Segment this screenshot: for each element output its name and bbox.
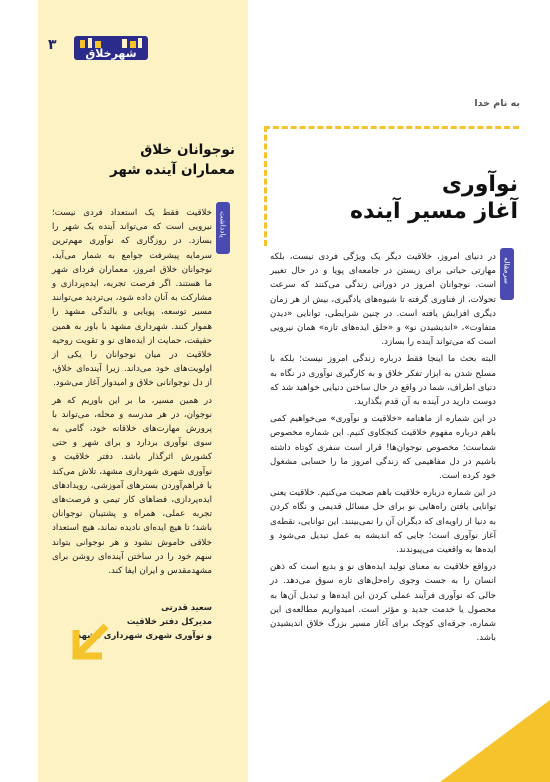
author-role: مدیرکل دفتر خلاقیت bbox=[126, 616, 212, 626]
editorial-title-line2: آغاز مسیر آینده bbox=[350, 199, 518, 224]
editorial-note-title-line2: معماران آینده شهر bbox=[110, 162, 235, 178]
editorial-title-line1: نوآوری bbox=[441, 172, 518, 197]
editorial-note-paragraph: خلاقیت فقط یک استعداد فردی نیست؛ نیرویی است که می‌تواند آینده یک شهر را بسازد. در روزگاری که نوآوری مهم‌ترین سرمایه پیشرفت جوامع به شمار می‌آید، نوجوانان خلاق امروز، معماران فردای شهر ما هستند. اگر فرصت تجربه، ایده‌پردازی و مشارکت به آنان داده شود، بی‌تردید می‌توانند مسیر توسعه، پویایی و بالندگی مشهد را هموار کنند. شهرداری مشهد با باور به همین حقیقت، حمایت از ایده‌های نو و تقویت روحیه خلاقیت در میان نوجوانان را یکی از اولویت‌های خود می‌داند. زیرا آینده‌ای خلاق، از دل نوجوانانی خلاق و امیدوار آغاز می‌شود. bbox=[52, 208, 212, 389]
editorial-paragraph: در این شماره از ماهنامه «خلاقیت و نوآوری» می‌خواهیم کمی باهم درباره مفهوم خلاقیت کنجکاوی کنیم. این شماره مخصوص شماست؛ مخصوص نوجوان‌ها! قرار است سفری کوتاه داشته باشیم در دل مفاهیمی که زندگی امروز ما را حسابی مشغول خود کرده است. bbox=[270, 414, 496, 482]
author-organization: و نوآوری شهری شهرداری مشهد bbox=[76, 630, 212, 640]
magazine-logo bbox=[72, 34, 150, 62]
editorial-note-title-line1: نوجوانان خلاق bbox=[140, 142, 235, 158]
editorial-paragraph: در دنیای امروز، خلاقیت دیگر یک ویژگی فردی نیست، بلکه مهارتی حیاتی برای زیستن در جامعه‌ای پویا و در حال تغییر است. نوجوانان امروز در دورانی زندگی می‌کنند که سرعت تحولات، از فناوری گرفته تا شیوه‌های یادگیری، بیش از هر زمان دیگری افزایش یافته است. در چنین شرایطی، توانایی «دیدن متفاوت»، «اندیشیدن نو» و «خلق ایده‌های تازه» همان نیرویی است که می‌تواند آینده را بسازد. bbox=[270, 252, 496, 348]
section-tab-editorial-label: سرمقاله bbox=[502, 257, 512, 284]
section-tab-note bbox=[216, 202, 230, 254]
editorial-note-paragraph: در همین مسیر، ما بر این باوریم که هر نوجوان، در هر مدرسه و محله، می‌تواند با پرورش مهارت‌های خلاقانه خود، گامی به سوی نوآوری بردارد و برای شهر و حتی کشورش اثرگذار باشد. دفتر خلاقیت و نوآوری شهری شهرداری مشهد، تلاش می‌کند با فراهم‌آوردن بسترهای آموزشی، رویدادهای ایده‌پردازی، فضاهای کار تیمی و فرصت‌های تجربه عملی، همراه و پشتیبان نوجوانان باشد؛ تا هیچ ایده‌ای نادیده نماند، هیچ استعداد خلاقی خاموش نشود و هر نوجوانی بتواند سهم خود را در ساختن آینده‌ای روشن برای مشهدمقدس و ایران ایفا کند. bbox=[52, 395, 212, 577]
editorial-body bbox=[270, 250, 496, 648]
logo-text: شهرخلاق bbox=[85, 47, 137, 60]
editorial-note-body bbox=[52, 206, 212, 581]
editorial-paragraph: در این شماره درباره خلاقیت باهم صحبت می‌کنیم. خلاقیت یعنی توانایی یافتن راه‌هایی نو برای حل مسائل قدیمی و نگاه کردن به دنیا از زاویه‌ای که دیگران آن را نمی‌بینند. این توانایی، نقطه‌ی آغاز نوآوری است؛ جایی که اندیشه به عمل تبدیل می‌شود و ایده‌ها به واقعیت می‌پیوندند. bbox=[270, 488, 496, 556]
editorial-paragraph: البته بحث ما اینجا فقط درباره زندگی امروز نیست؛ بلکه با مسلح شدن به ابزار تفکر خلاق و به کارگیری نوآوری در نگاه به دنیای اطراف، شما در واقع در حال ساختن دنیایی خواهید شد که دوست دارید در آینده به آن قدم بگذارید. bbox=[270, 354, 496, 408]
section-tab-editorial bbox=[500, 248, 514, 300]
dashed-divider-horizontal bbox=[264, 126, 519, 130]
dashed-divider-vertical bbox=[264, 126, 268, 246]
editorial-note-title bbox=[55, 140, 235, 180]
editorial-title bbox=[290, 172, 518, 226]
page-number: ۳ bbox=[48, 37, 57, 53]
arrow-down-left-icon bbox=[66, 620, 112, 666]
author-name: سعید قدرتی bbox=[161, 602, 212, 612]
editorial-paragraph: درواقع خلاقیت به معنای تولید ایده‌های نو و بدیع است که ذهن انسان را به جست وجوی راه‌حل‌های تازه سوق می‌دهد. در حالی که نوآوری فرآیند عملی کردن این ایده‌ها و تبدیل آن‌ها به محصول یا خدمت جدید و مؤثر است. امیدواریم مطالعه‌ی این شماره، جرقه‌ای کوچک برای آغاز مسیر بزرگ خلاق اندیشیدن باشد. bbox=[270, 562, 496, 644]
section-tab-note-label: یادداشت bbox=[218, 211, 228, 238]
corner-decoration bbox=[440, 700, 550, 782]
basmala: به نام خدا bbox=[474, 98, 520, 109]
